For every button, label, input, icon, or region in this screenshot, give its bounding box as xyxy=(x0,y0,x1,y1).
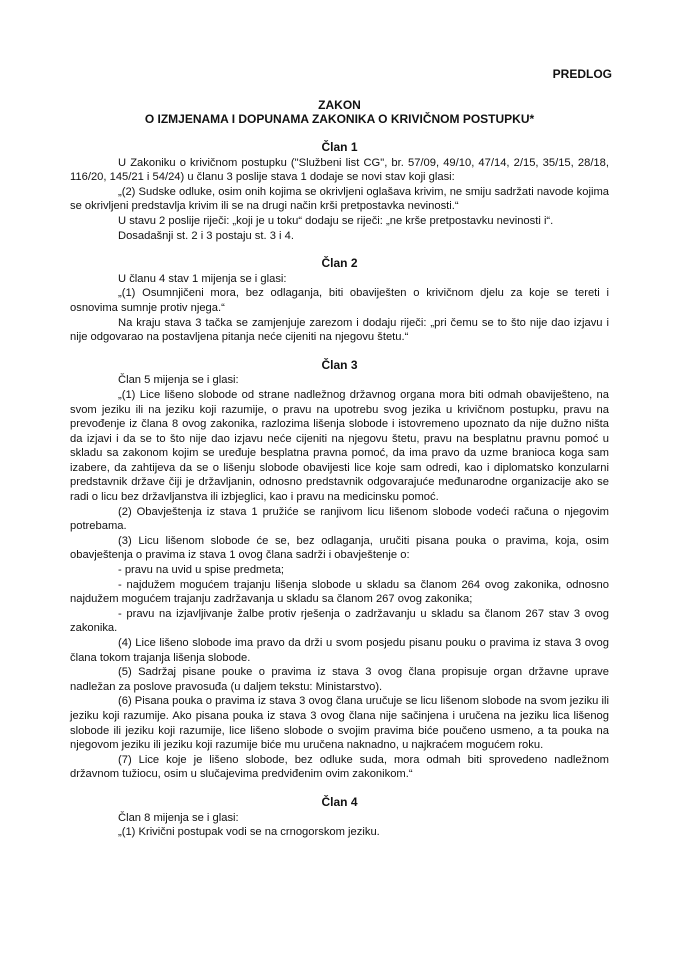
paragraph: U stavu 2 poslije riječi: „koji je u toku“ dodaju se riječi: „ne krše pretpostavku nevinosti i“. xyxy=(118,214,554,227)
list-item: - pravu na uvid u spise predmeta; xyxy=(118,564,285,577)
paragraph: (4) Lice lišeno slobode ima pravo da drži u svom posjedu pisanu pouku o pravima iz stava 3 ovog člana tokom trajanja lišenja slobode. xyxy=(70,637,609,664)
article-3 xyxy=(70,358,609,782)
paragraph: „(1) Osumnjičeni mora, bez odlaganja, biti obaviješten o krivičnom djelu za koje se tereti i osnovima sumnje protiv njega.“ xyxy=(70,287,609,314)
article-heading: Član 4 xyxy=(321,794,358,809)
law-title: ZAKON xyxy=(318,98,361,112)
article-heading: Član 1 xyxy=(321,140,358,154)
law-subtitle: O IZMJENAMA I DOPUNAMA ZAKONIKA O KRIVIČNOM POSTUPKU* xyxy=(144,112,535,126)
article-4 xyxy=(70,795,609,840)
article-1 xyxy=(70,140,609,243)
paragraph: (3) Licu lišenom slobode će se, bez odlaganja, uručiti pisana pouka o pravima, koja, osim obavještenja o pravima iz stava 1 ovog člana sadrži i obavještenje o: xyxy=(70,534,609,562)
article-heading: Član 2 xyxy=(321,256,358,271)
paragraph: (6) Pisana pouka o pravima iz stava 3 ovog člana uručuje se licu lišenom slobode na svom jeziku ili jeziku koji razumije. Ako pisana pouka iz stava 3 ovog člana nije sačinjena i uručena na jeziku lica lišenog slobode ili jeziku koji razumije, lice lišeno slobode o svojim pravima biće poučeno usmeno, a ta pouka na njegovom jeziku ili jeziku koji razumije biće mu uručena naknadno, u najkraćem mogućem roku. xyxy=(70,695,609,752)
paragraph: U članu 4 stav 1 mijenja se i glasi: xyxy=(118,272,287,285)
paragraph: (5) Sadržaj pisane pouke o pravima iz stava 3 ovog člana propisuje organ državne uprave nadležan za poslove pravosuđa (u daljem tekstu: Ministarstvo). xyxy=(70,666,609,693)
paragraph: (7) Lice koje je lišeno slobode, bez odluke suda, mora odmah biti sprovedeno nadležnom državnom tužiocu, osim u slučajevima predviđenim ovim zakonikom.“ xyxy=(70,753,609,781)
paragraph: (2) Obavještenja iz stava 1 pružiće se ranjivom licu lišenom slobode vodeći računa o njegovim potrebama. xyxy=(70,505,609,533)
paragraph: Član 5 mijenja se i glasi: xyxy=(118,374,239,387)
article-2 xyxy=(70,256,609,345)
paragraph: Član 8 mijenja se i glasi: xyxy=(118,811,239,824)
article-heading: Član 3 xyxy=(321,357,358,372)
paragraph: „(1) Lice lišeno slobode od strane nadležnog državnog organa mora biti odmah obaviješteno, na svom jeziku ili na jeziku koji razumije, o pravu na upotrebu svog jezika u krivičnom postupku, pravu na prevođenje iz člana 8 ovog zakonika, razlozima lišenja slobode i istovremeno upoznato da nije dužno ništa da izjavi i da se to što nije dao izjavu neće cijeniti na njegovu štetu, pravu na besplatnu pravnu pomoć u skladu sa zakonom kojim se uređuje besplatna pravna pomoć, da ima pravo da uzme branioca koga sam izabere, da zahtijeva da se o lišenju slobode obavijesti lice koje sam odredi, kao i diplomatsko konzularni predstavnik države čiji je državljanin, odnosno predstavnik odgovarajuće međunarodne organizacije ako se radi o licu bez državljanstva ili izbjeglici, kao i pravu na medicinsku pomoć. xyxy=(70,388,609,504)
paragraph: Dosadašnji st. 2 i 3 postaju st. 3 i 4. xyxy=(118,229,294,242)
paragraph: U Zakoniku o krivičnom postupku ("Službeni list CG", br. 57/09, 49/10, 47/14, 2/15, 35/15, 28/18, 116/20, 145/21 i 54/24) u članu 3 poslije stava 1 dodaje se novi stav koji glasi: xyxy=(70,156,609,184)
proposal-label: PREDLOG xyxy=(552,67,612,81)
list-item: - pravu na izjavljivanje žalbe protiv rješenja o zadržavanju u skladu sa članom 267 stav 3 ovog zakonika. xyxy=(70,607,609,635)
paragraph: „(2) Sudske odluke, osim onih kojima se okrivljeni oglašava krivim, ne smiju sadržati navode kojima se okrivljeni predstavlja krivim ili se na drugi način krši pretpostavka nevinosti.“ xyxy=(70,185,609,213)
list-item: - najdužem mogućem trajanju lišenja slobode u skladu sa članom 264 ovog zakonika, odnosno najdužem mogućem trajanju zadržavanja u skladu sa članom 267 ovog zakonika; xyxy=(70,578,609,606)
paragraph: Na kraju stava 3 tačka se zamjenjuje zarezom i dodaju riječi: „pri čemu se to što nije dao izjavu i nije odgovarao na postavljena pitanja neće cijeniti na njegovu štetu.“ xyxy=(70,316,609,344)
document-body xyxy=(70,140,609,840)
paragraph: „(1) Krivični postupak vodi se na crnogorskom jeziku. xyxy=(118,826,380,839)
